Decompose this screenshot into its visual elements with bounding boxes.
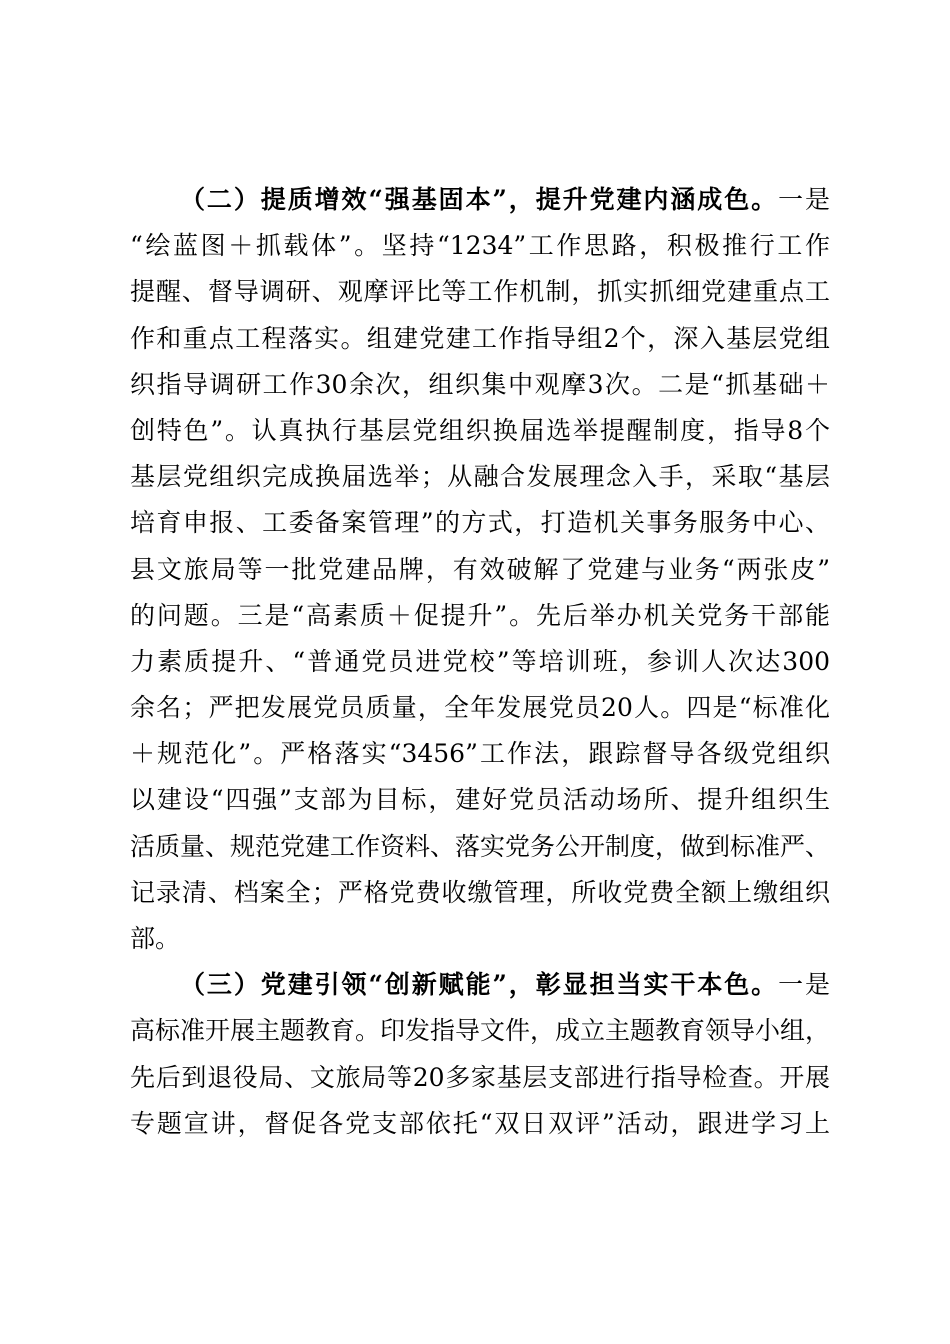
- text-line: 基层党组织完成换届选举；从融合发展理念入手，采取“基层: [130, 462, 830, 492]
- text-line: 力素质提升、“普通党员进党校”等培训班，参训人次达300: [130, 646, 830, 676]
- text-line: 专题宣讲，督促各党支部依托“双日双评”活动，跟进学习上: [130, 1108, 830, 1138]
- text-line: 高标准开展主题教育。印发指导文件，成立主题教育领导小组，: [130, 1016, 831, 1046]
- text-line: 提醒、督导调研、观摩评比等工作机制，抓实抓细党建重点工: [130, 277, 830, 307]
- text-run: 一是: [778, 970, 830, 1000]
- text-line: ＋规范化”。严格落实“3456”工作法，跟踪督导各级党组织: [130, 739, 830, 769]
- text-line: 以建设“四强”支部为目标，建好党员活动场所、提升组织生: [130, 785, 830, 815]
- paragraph-section-2-heading-line: [130, 177, 830, 223]
- text-line: 县文旅局等一批党建品牌，有效破解了党建与业务“两张皮”: [130, 554, 830, 584]
- text-run: 一是: [778, 185, 830, 214]
- body-text: [130, 177, 830, 1147]
- section-3-heading: （三）党建引领“创新赋能”，彰显担当实干本色。: [180, 970, 779, 1000]
- text-line: 记录清、档案全；严格党费收缴管理，所收党费全额上缴组织: [130, 877, 830, 907]
- text-line: 创特色”。认真执行基层党组织换届选举提醒制度，指导8个: [130, 415, 830, 445]
- text-line: 的问题。三是“高素质＋促提升”。先后举办机关党务干部能: [130, 600, 830, 630]
- text-line: 余名；严把发展党员质量，全年发展党员20人。四是“标准化: [130, 693, 830, 723]
- text-line: 活质量、规范党建工作资料、落实党务公开制度，做到标准严、: [130, 831, 831, 861]
- text-line: 先后到退役局、文旅局等20多家基层支部进行指导检查。开展: [130, 1062, 830, 1092]
- text-line: “绘蓝图＋抓载体”。坚持“1234”工作思路，积极推行工作: [130, 231, 830, 261]
- text-line: 部。: [130, 924, 181, 953]
- section-2-heading: （二）提质增效“强基固本”，提升党建内涵成色。: [180, 185, 779, 214]
- text-line: 织指导调研工作30余次，组织集中观摩3次。二是“抓基础＋: [130, 369, 830, 399]
- paragraph-section-3-heading-line: [130, 962, 830, 1008]
- text-line: 培育申报、工委备案管理”的方式，打造机关事务服务中心、: [130, 508, 830, 538]
- text-line: 作和重点工程落实。组建党建工作指导组2个，深入基层党组: [130, 323, 830, 353]
